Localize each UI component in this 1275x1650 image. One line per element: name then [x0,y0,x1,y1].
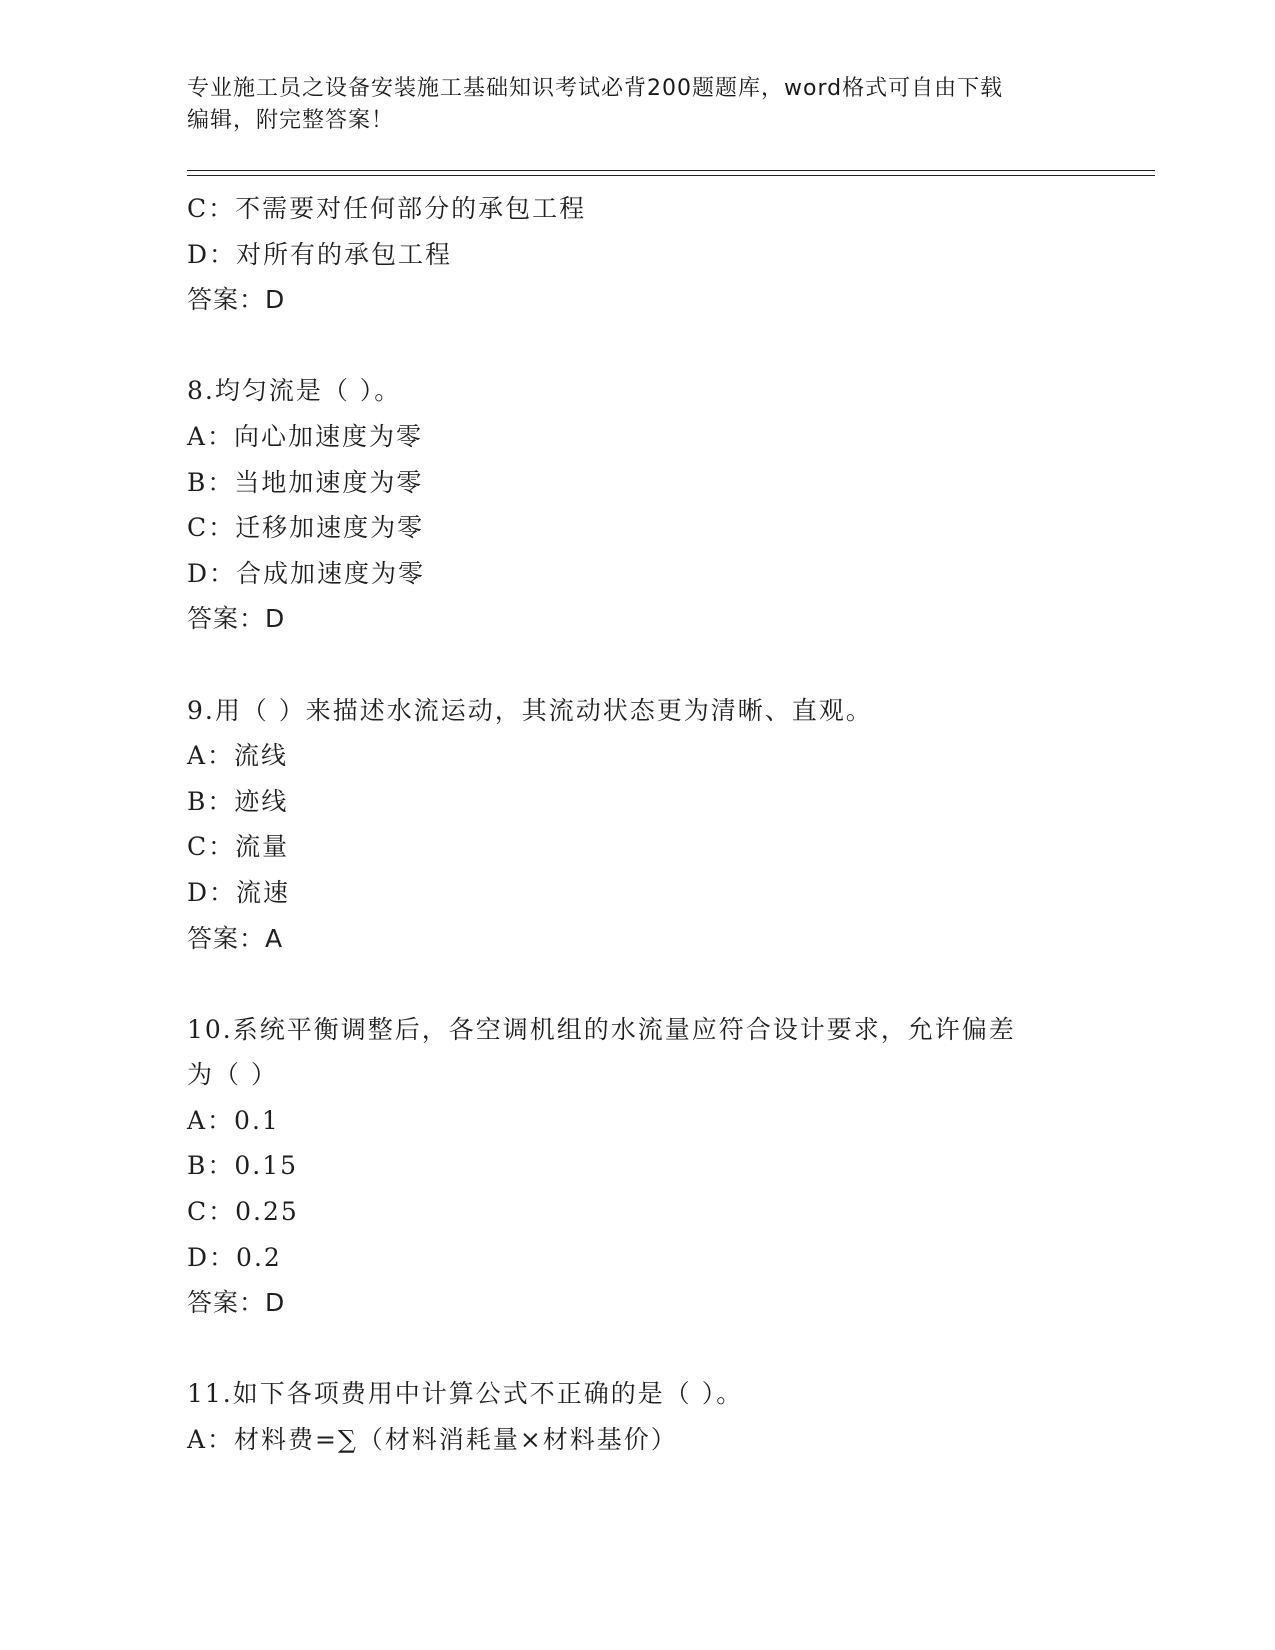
option-d: D：对所有的承包工程 [187,239,453,269]
header-divider-top [187,170,1155,171]
option-d: D：合成加速度为零 [187,558,426,588]
header-divider-bottom [187,175,1155,176]
option-b: B：0.15 [187,1151,299,1181]
question-list [187,186,1155,1463]
option-d: D：0.2 [187,1242,282,1272]
option-a: A：材料费=∑（材料消耗量×材料基价） [187,1425,678,1455]
option-a: A：向心加速度为零 [187,421,424,451]
answer: 答案：D [187,604,286,634]
option-d: D：流速 [187,877,291,907]
question-text: 9.用（ ）来描述水流运动，其流动状态更为清晰、直观。 [187,695,873,725]
question-9 [187,688,1155,962]
spacer [187,1326,1155,1372]
option-a: A：流线 [187,741,289,771]
question-text-line-2: 为（ ） [187,1060,278,1090]
question-text: 11.如下各项费用中计算公式不正确的是（ ）。 [187,1379,744,1409]
header-title-line-2: 编辑，附完整答案！ [187,108,395,133]
answer: 答案：D [187,285,286,315]
question-10 [187,1007,1155,1326]
spacer [187,323,1155,369]
option-c: C：不需要对任何部分的承包工程 [187,194,587,223]
answer: 答案：A [187,923,284,953]
option-a: A：0.1 [187,1105,280,1135]
question-text-line-1: 10.系统平衡调整后，各空调机组的水流量应符合设计要求，允许偏差 [187,1014,1016,1044]
question-text: 8.均匀流是（ ）。 [187,376,402,406]
option-c: C：流量 [187,832,290,862]
page-header [187,73,1087,137]
question-7-tail [187,186,1155,323]
header-title-line-1: 专业施工员之设备安装施工基础知识考试必背200题题库，word格式可自由下载 [187,76,1004,101]
spacer [187,961,1155,1007]
question-11 [187,1371,1155,1462]
option-c: C：0.25 [187,1197,299,1227]
question-8 [187,368,1155,642]
option-b: B：迹线 [187,786,289,816]
option-b: B：当地加速度为零 [187,467,424,497]
option-c: C：迁移加速度为零 [187,513,425,543]
spacer [187,642,1155,688]
answer: 答案：D [187,1288,286,1318]
